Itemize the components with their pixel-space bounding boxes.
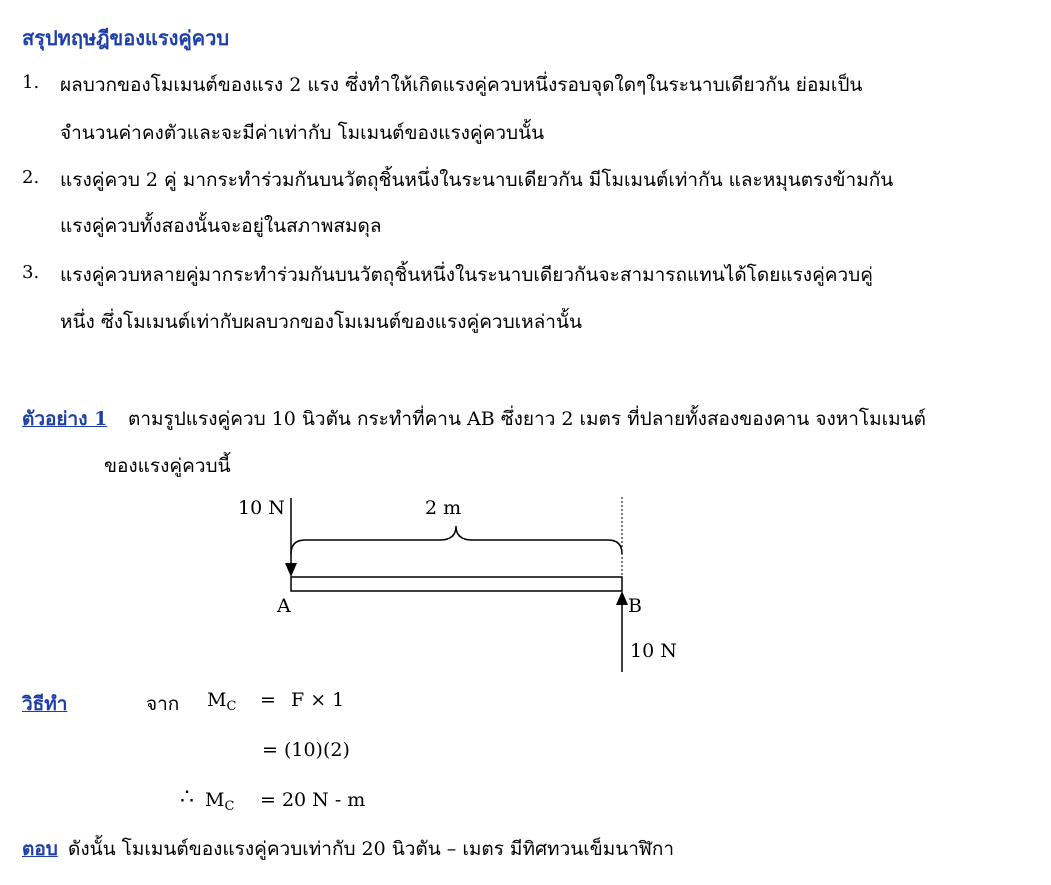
point-b-label: B — [628, 595, 642, 617]
solution-from: จาก — [146, 693, 180, 715]
item-3-number: 3. — [22, 262, 40, 283]
force-arrow-b-head — [616, 591, 628, 605]
moment-symbol-2: $M_C$ — [205, 789, 235, 814]
item-2-number: 2. — [22, 167, 40, 188]
item-3-line-1: แรงคู่ควบหลายคู่มากระทำร่วมกันบนวัตถุชิ้นหนึ่งในระนาบเดียวกันจะสามารถแทนได้โดยแรงคู่ควบคู่ — [60, 264, 873, 286]
item-1-line-2: จำนวนค่าคงตัวและจะมีค่าเท่ากับ โมเมนต์ของแรงคู่ควบนั้น — [60, 122, 545, 144]
equals-1: = — [260, 689, 276, 711]
item-2-line-1: แรงคู่ควบ 2 คู่ มากระทำร่วมกันบนวัตถุชิ้นหนึ่งในระนาบเดียวกัน มีโมเมนต์เท่ากัน และหมุนตรงข้ามกัน — [60, 169, 894, 191]
beam-ab — [291, 577, 622, 591]
moment-symbol-1: $M_C$ — [207, 689, 237, 714]
equation-rhs-3: = 20 N - m — [260, 789, 366, 811]
equation-rhs-1: F × 1 — [291, 689, 345, 711]
answer-text: ดังนั้น โมเมนต์ของแรงคู่ควบเท่ากับ 20 นิวตัน – เมตร มีทิศทวนเข็มนาฬิกา — [68, 838, 675, 860]
item-1-number: 1. — [22, 72, 40, 93]
item-1-line-1: ผลบวกของโมเมนต์ของแรง 2 แรง ซึ่งทำให้เกิดแรงคู่ควบหนึ่งรอบจุดใดๆในระนาบเดียวกัน ย่อมเป็น — [60, 74, 863, 96]
item-3-line-2: หนึ่ง ซึ่งโมเมนต์เท่ากับผลบวกของโมเมนต์ของแรงคู่ควบเหล่านั้น — [60, 311, 582, 333]
solution-label: วิธีทำ — [22, 693, 68, 715]
item-2-line-2: แรงคู่ควบทั้งสองนั้นจะอยู่ในสภาพสมดุล — [60, 215, 382, 237]
length-label: 2 m — [425, 497, 462, 519]
section-title: สรุปทฤษฎีของแรงคู่ควบ — [22, 26, 230, 50]
therefore-symbol: ∴ — [180, 785, 194, 810]
point-a-label: A — [277, 595, 291, 617]
force-label-top: 10 N — [238, 497, 285, 519]
example-line-2: ของแรงคู่ควบนี้ — [104, 455, 231, 477]
answer-label: ตอบ — [22, 838, 58, 860]
example-line-1: ตามรูปแรงคู่ควบ 10 นิวตัน กระทำที่คาน AB ซึ่งยาว 2 เมตร ที่ปลายทั้งสองของคาน จงหาโมเมนต์ — [128, 408, 927, 430]
force-arrow-a-head — [285, 563, 297, 577]
length-brace — [291, 526, 622, 554]
equation-rhs-2: = (10)(2) — [262, 739, 350, 761]
force-label-bottom: 10 N — [630, 640, 677, 662]
example-label: ตัวอย่าง 1 — [22, 408, 108, 430]
